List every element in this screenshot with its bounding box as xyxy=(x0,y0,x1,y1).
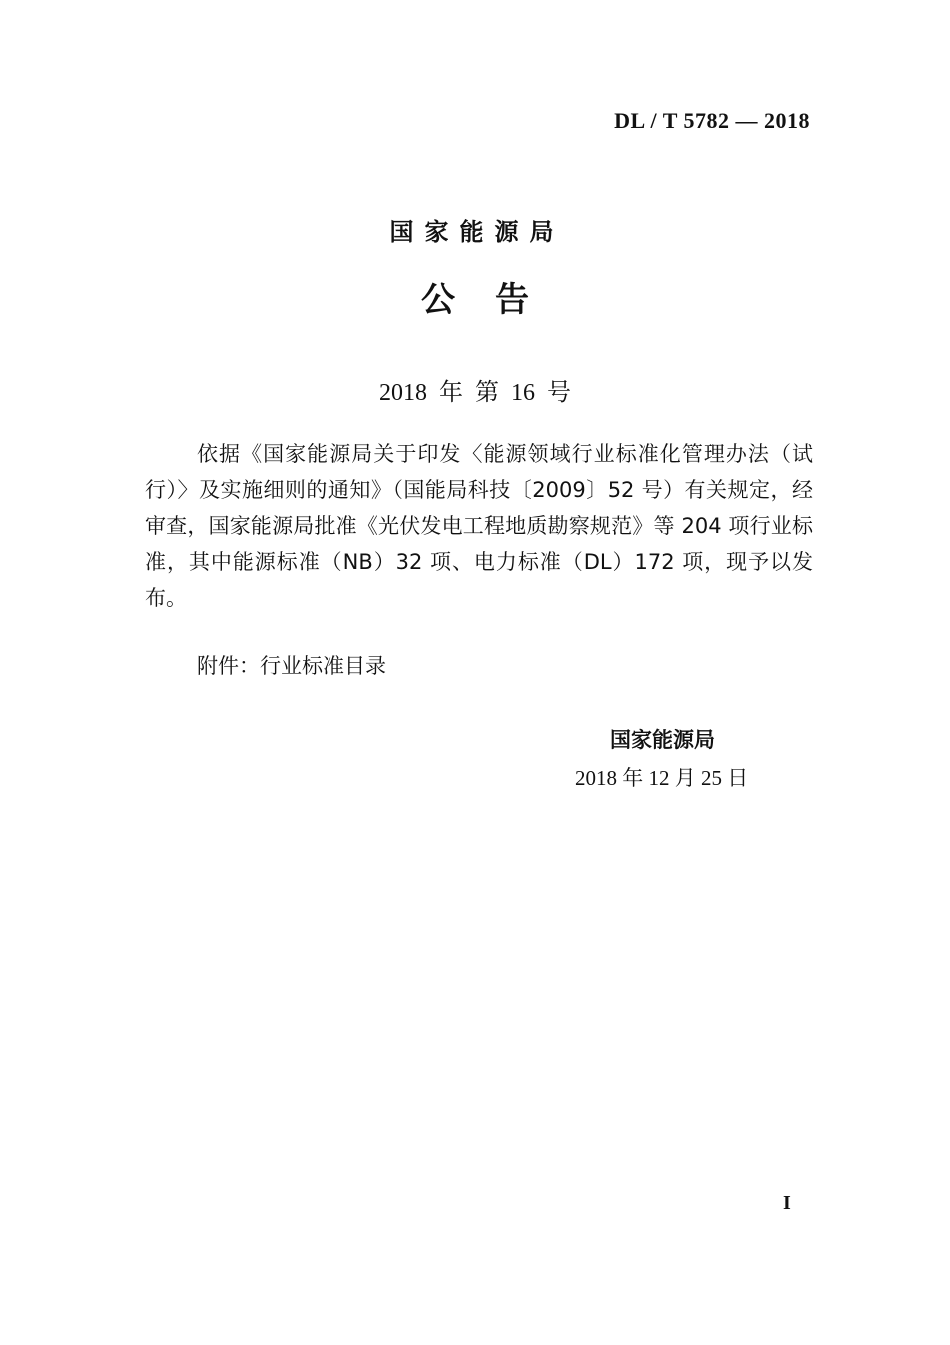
signature-organization: 国家能源局 xyxy=(610,728,715,752)
notice-body: 依据《国家能源局关于印发〈能源领域行业标准化管理办法（试行）〉及实施细则的通知》（国能局科技〔2009〕52 号）有关规定，经审查，国家能源局批准《光伏发电工程地质勘察规范》等 204 项行业标准，其中能源标准（NB）32 项、电力标准（DL）172 项，现予以发布。 xyxy=(145,442,813,610)
signature-date: 2018 年 12 月 25 日 xyxy=(575,766,749,790)
notice-title: 公告 xyxy=(421,280,569,320)
page-number: I xyxy=(783,1192,791,1214)
standard-code: DL / T 5782 — 2018 xyxy=(614,108,810,133)
issuer-heading: 国家能源局 xyxy=(389,218,565,246)
notice-number: 2018 年 第 16 号 xyxy=(379,380,571,406)
attachment-line: 附件：行业标准目录 xyxy=(197,654,386,678)
